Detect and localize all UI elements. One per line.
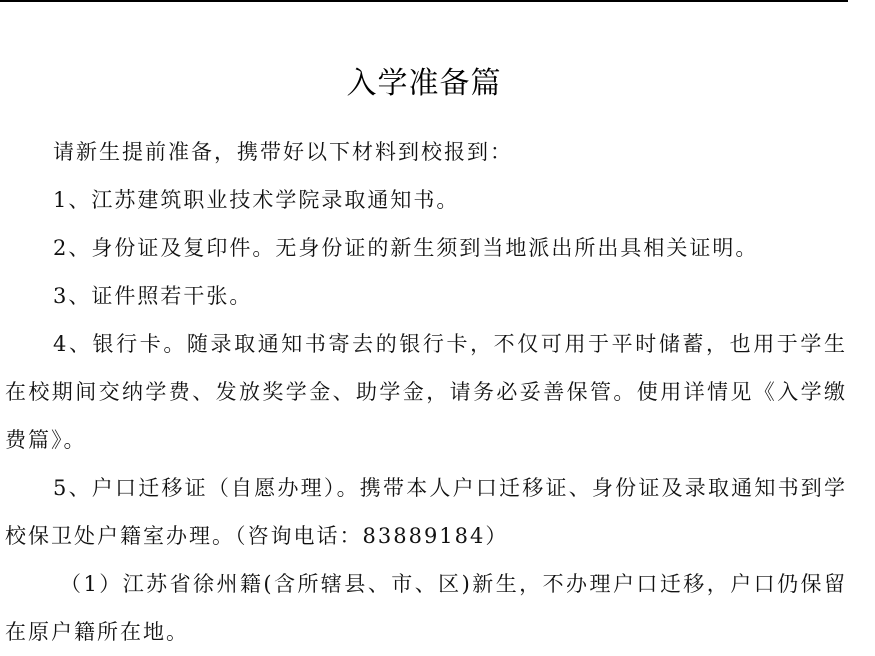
- list-item-household-migration: 5、户口迁移证（自愿办理）。携带本人户口迁移证、身份证及录取通知书到学校保卫处户籍室办理。（咨询电话：83889184）: [5, 476, 847, 548]
- top-rule: [0, 0, 848, 2]
- list-item-id-card: 2、身份证及复印件。无身份证的新生须到当地派出所出具相关证明。: [53, 236, 759, 260]
- sub-item-xuzhou-students: （1）江苏省徐州籍(含所辖县、市、区)新生，不办理户口迁移，户口仍保留在原户籍所在地。: [5, 572, 847, 644]
- list-item-admission-notice: 1、江苏建筑职业技术学院录取通知书。: [53, 188, 460, 212]
- list-item-photos: 3、证件照若干张。: [53, 284, 253, 308]
- page-title: 入学准备篇: [346, 66, 502, 101]
- intro-paragraph: 请新生提前准备，携带好以下材料到校报到：: [53, 140, 513, 164]
- document-body: [5, 128, 847, 656]
- list-item-bank-card: 4、银行卡。随录取通知书寄去的银行卡，不仅可用于平时储蓄，也用于学生在校期间交纳学费、发放奖学金、助学金，请务必妥善保管。使用详情见《入学缴费篇》。: [5, 332, 847, 452]
